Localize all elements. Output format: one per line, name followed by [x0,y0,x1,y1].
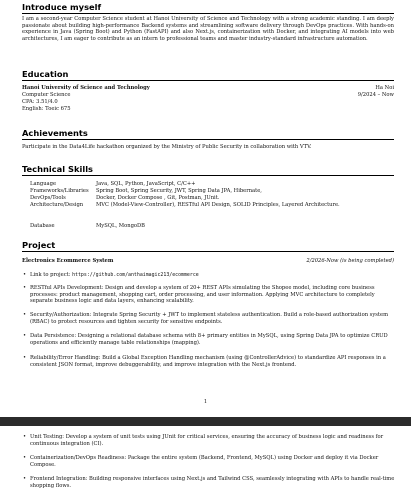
project-bullet [23,285,396,305]
education-major: Computer Science [22,92,71,98]
skill-key-language: Language [30,181,57,187]
project-bullet [23,434,396,447]
section-heading-project: Project [22,240,394,252]
bullet-icon: • [23,476,27,482]
skill-key-frameworks: Frameworks/Libraries [30,188,89,194]
skill-value-language: Java, SQL, Python, JavaScript, C/C++ [96,181,196,187]
education-school: Hanoi University of Science and Technology [22,85,150,91]
skill-key-devops: DevOps/Tools [30,195,66,201]
project-link-label: Link to project: [30,272,71,278]
bullet-icon: • [23,355,27,361]
project-bullet-text: Data Persistence: Designing a relational database schema with 8+ primary entities in MySQL, using Spring Data JPA to optimize CRUD operations and efficiently manage table relationships (mapping). [30,333,388,346]
project-bullet-text: Security/Authorization: Integrate Spring Security + JWT to implement stateless authentication. Build a role-based authorization system (RBAC) to protect resources and tighten security for sensitive endpoints. [30,312,389,325]
project-title: Electronics Ecommerce System [22,258,114,264]
bullet-icon: • [23,434,27,440]
section-heading-intro: Introduce myself [22,2,394,14]
intro-text: I am a second-year Computer Science student at Hanoi University of Science and Technology with a strong academic standing. I am deeply passionate about building high-performance Backend systems and streamlining software delivery through DevOps practices. With hands-on experience in Java (Spring Boot) and Python (FastAPI) and also Next.js, containerization with Docker, and integrating AI models into web architectures, I am eager to contribute as an intern to professional teams and master industry-standard infrastructure automation. [22,16,394,42]
section-heading-skills: Technical Skills [22,164,394,176]
achievements-text: Participate in the Data4Life hackathon organized by the Ministry of Public Security in collaboration with VTV. [22,144,312,150]
resume-page-2 [0,426,411,500]
project-link[interactable]: https://github.com/anthaimagic213/ecommerce [72,272,199,278]
project-bullet [23,312,396,325]
skill-key-architecture: Architecture/Design [30,202,84,208]
project-bullet [23,333,396,346]
bullet-icon: • [23,312,27,318]
skill-value-architecture: MVC (Model-View-Controller), RESTful API Design, SOLID Principles, Layered Architecture. [96,202,340,208]
skill-value-database: MySQL, MongoDB [96,223,145,229]
skill-value-devops: Docker, Docker Compose , Git, Postman, JUnit. [96,195,220,201]
project-bullet [23,476,396,489]
education-location: Ha Noi [375,85,394,91]
page-number: 1 [203,399,208,405]
education-cpa: CPA: 3.51/4.0 [22,99,58,105]
project-bullet-text: RESTful APIs Development: Design and develop a system of 20+ REST APIs simulating the Shopee model, including core business processes: product management, shopping cart, order processing, and user information. Applying MVC architecture to completely separate business logic and data layers, enhancing scalability. [30,285,375,305]
education-dates: 9/2024 – Now [357,92,394,98]
project-bullet [23,455,396,468]
skill-value-frameworks: Spring Boot, Spring Security, JWT, Spring Data JPA, Hibernate, [96,188,262,194]
bullet-icon: • [23,272,27,278]
bullet-icon: • [23,333,27,339]
skill-key-database: Database [30,223,55,229]
project-bullet-text: Frontend Integration: Building responsive interfaces using Next.js and Tailwind CSS, seamlessly integrating with APIs to handle real-time shopping flows. [30,476,395,489]
project-bullet-text: Unit Testing: Develop a system of unit tests using JUnit for critical services, ensuring the accuracy of business logic and readiness for continuous integration (CI). [30,434,384,447]
project-bullet [23,355,396,368]
section-heading-achievements: Achievements [22,128,394,140]
project-bullet-text: Containerization/DevOps Readiness: Package the entire system (Backend, Frontend, MySQL) using Docker and deploy it via Docker Compose. [30,455,379,468]
section-heading-education: Education [22,69,394,81]
project-bullet-text: Reliability/Error Handling: Build a Global Exception Handling mechanism (using @ControllerAdvice) to standardize API responses in a consistent JSON format, improve debuggerability, and improve integration with the Next.js frontend. [30,355,386,368]
bullet-icon: • [23,455,27,461]
project-link-item [23,272,396,279]
project-dates: 2/2026-Now (is being completed) [306,258,394,264]
education-english: English: Toeic 675 [22,106,71,112]
bullet-icon: • [23,285,27,291]
